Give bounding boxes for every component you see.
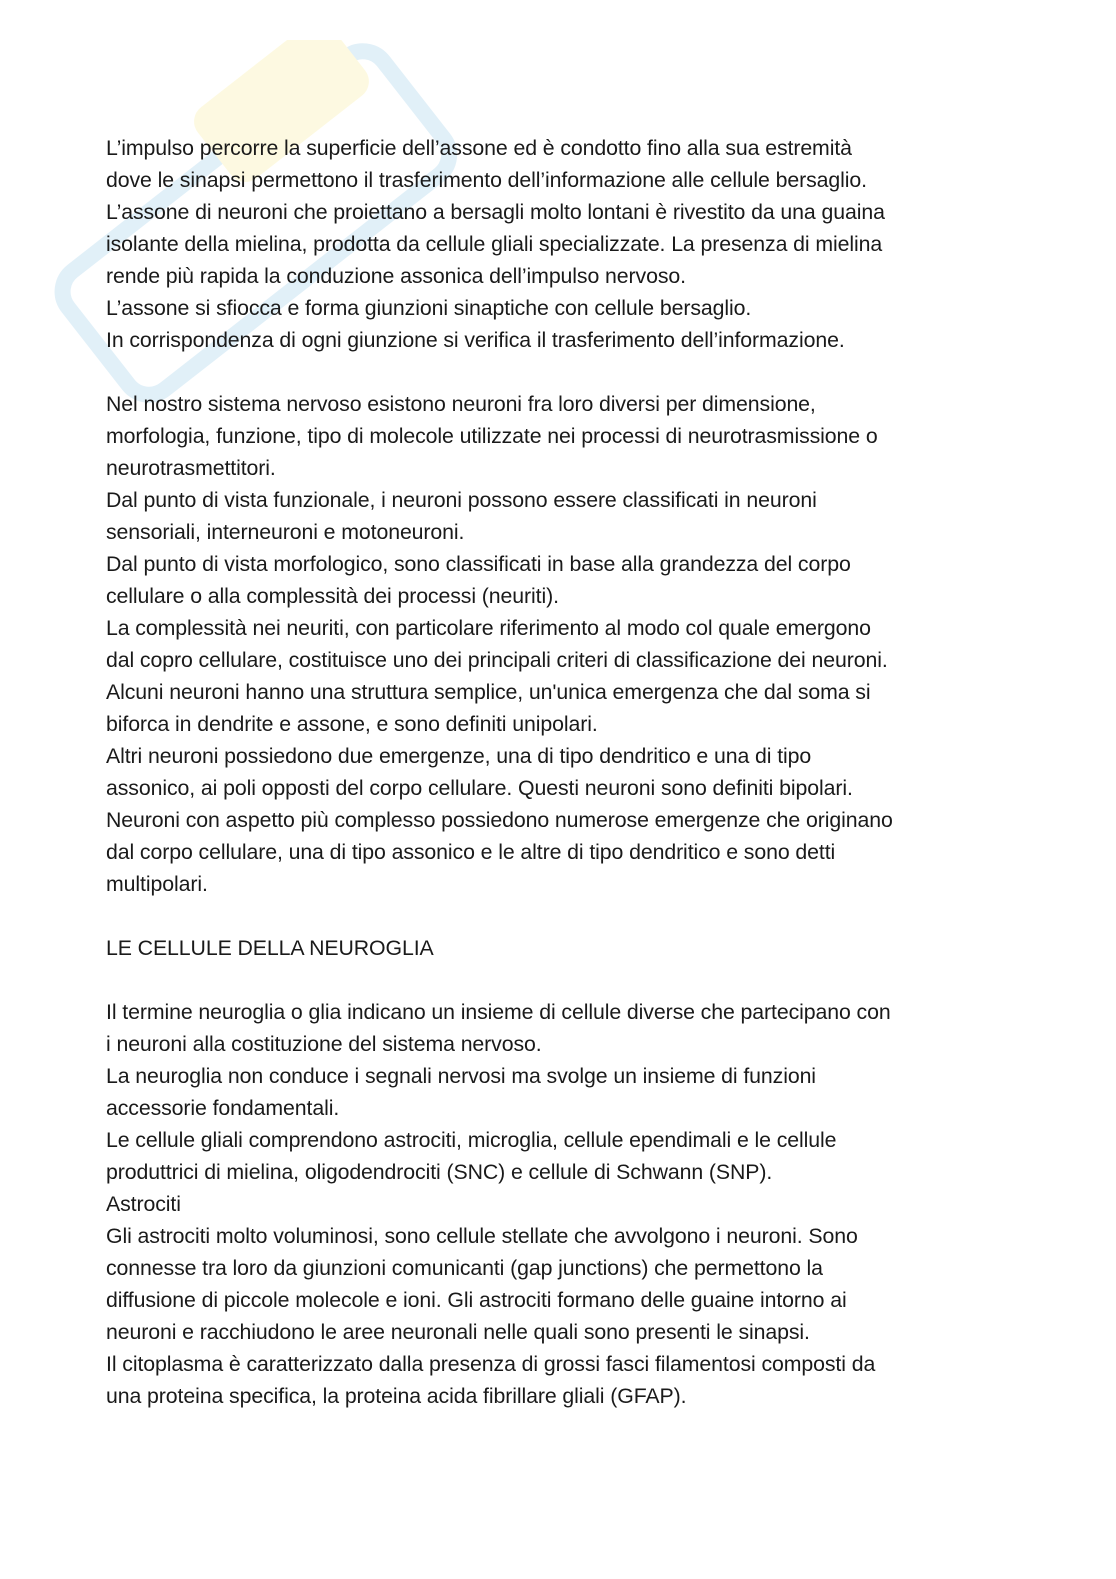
text-line: sensoriali, interneuroni e motoneuroni. <box>106 520 465 544</box>
text-line: Il termine neuroglia o glia indicano un insieme di cellule diverse che partecipano con <box>106 1000 891 1024</box>
text-line: Dal punto di vista morfologico, sono classificati in base alla grandezza del corpo <box>106 552 851 576</box>
text-line: assonico, ai poli opposti del corpo cellulare. Questi neuroni sono definiti bipolari. <box>106 776 853 800</box>
document-page <box>106 132 1026 1412</box>
paragraph-spacer <box>106 356 1026 388</box>
text-line: Alcuni neuroni hanno una struttura semplice, un'unica emergenza che dal soma si <box>106 680 871 704</box>
subheading-astrociti: Astrociti <box>106 1192 181 1216</box>
paragraph-spacer <box>106 964 1026 996</box>
text-line: Altri neuroni possiedono due emergenze, una di tipo dendritico e una di tipo <box>106 744 812 768</box>
text-line: morfologia, funzione, tipo di molecole utilizzate nei processi di neurotrasmissione o <box>106 424 878 448</box>
text-line: L’assone di neuroni che proiettano a bersagli molto lontani è rivestito da una guaina <box>106 200 885 224</box>
paragraph-spacer <box>106 900 1026 932</box>
text-line: neurotrasmettitori. <box>106 456 276 480</box>
text-line: neuroni e racchiudono le aree neuronali nelle quali sono presenti le sinapsi. <box>106 1320 810 1344</box>
text-line: diffusione di piccole molecole e ioni. Gli astrociti formano delle guaine intorno ai <box>106 1288 847 1312</box>
text-line: La complessità nei neuriti, con particolare riferimento al modo col quale emergono <box>106 616 871 640</box>
section-heading: LE CELLULE DELLA NEUROGLIA <box>106 936 434 960</box>
text-line: isolante della mielina, prodotta da cellule gliali specializzate. La presenza di mielina <box>106 232 883 256</box>
text-line: connesse tra loro da giunzioni comunicanti (gap junctions) che permettono la <box>106 1256 823 1280</box>
text-line: Gli astrociti molto voluminosi, sono cellule stellate che avvolgono i neuroni. Sono <box>106 1224 858 1248</box>
text-line: accessorie fondamentali. <box>106 1096 340 1120</box>
text-line: Nel nostro sistema nervoso esistono neuroni fra loro diversi per dimensione, <box>106 392 816 416</box>
text-line: Il citoplasma è caratterizzato dalla presenza di grossi fasci filamentosi composti da <box>106 1352 876 1376</box>
paragraph-neuron-classification <box>106 388 1026 900</box>
text-line: i neuroni alla costituzione del sistema nervoso. <box>106 1032 542 1056</box>
text-line: una proteina specifica, la proteina acida fibrillare gliali (GFAP). <box>106 1384 687 1408</box>
text-line: La neuroglia non conduce i segnali nervosi ma svolge un insieme di funzioni <box>106 1064 816 1088</box>
text-line: Le cellule gliali comprendono astrociti, microglia, cellule ependimali e le cellule <box>106 1128 837 1152</box>
text-line: cellulare o alla complessità dei processi (neuriti). <box>106 584 559 608</box>
text-line: Dal punto di vista funzionale, i neuroni possono essere classificati in neuroni <box>106 488 817 512</box>
text-line: dove le sinapsi permettono il trasferimento dell’informazione alle cellule bersaglio. <box>106 168 867 192</box>
text-line: biforca in dendrite e assone, e sono definiti unipolari. <box>106 712 598 736</box>
text-line: L’assone si sfiocca e forma giunzioni sinaptiche con cellule bersaglio. <box>106 296 752 320</box>
section-heading-neuroglia <box>106 932 1026 964</box>
text-line: multipolari. <box>106 872 208 896</box>
text-line: dal copro cellulare, costituisce uno dei principali criteri di classificazione dei neuroni. <box>106 648 888 672</box>
paragraph-neuroglia-description <box>106 996 1026 1412</box>
text-line: Neuroni con aspetto più complesso possiedono numerose emergenze che originano <box>106 808 893 832</box>
text-line: produttrici di mielina, oligodendrociti (SNC) e cellule di Schwann (SNP). <box>106 1160 773 1184</box>
text-line: rende più rapida la conduzione assonica dell’impulso nervoso. <box>106 264 686 288</box>
text-line: dal corpo cellulare, una di tipo assonico e le altre di tipo dendritico e sono detti <box>106 840 836 864</box>
text-line: In corrispondenza di ogni giunzione si verifica il trasferimento dell’informazione. <box>106 328 845 352</box>
paragraph-axon-impulse <box>106 132 1026 356</box>
text-line: L’impulso percorre la superficie dell’assone ed è condotto fino alla sua estremità <box>106 136 852 160</box>
